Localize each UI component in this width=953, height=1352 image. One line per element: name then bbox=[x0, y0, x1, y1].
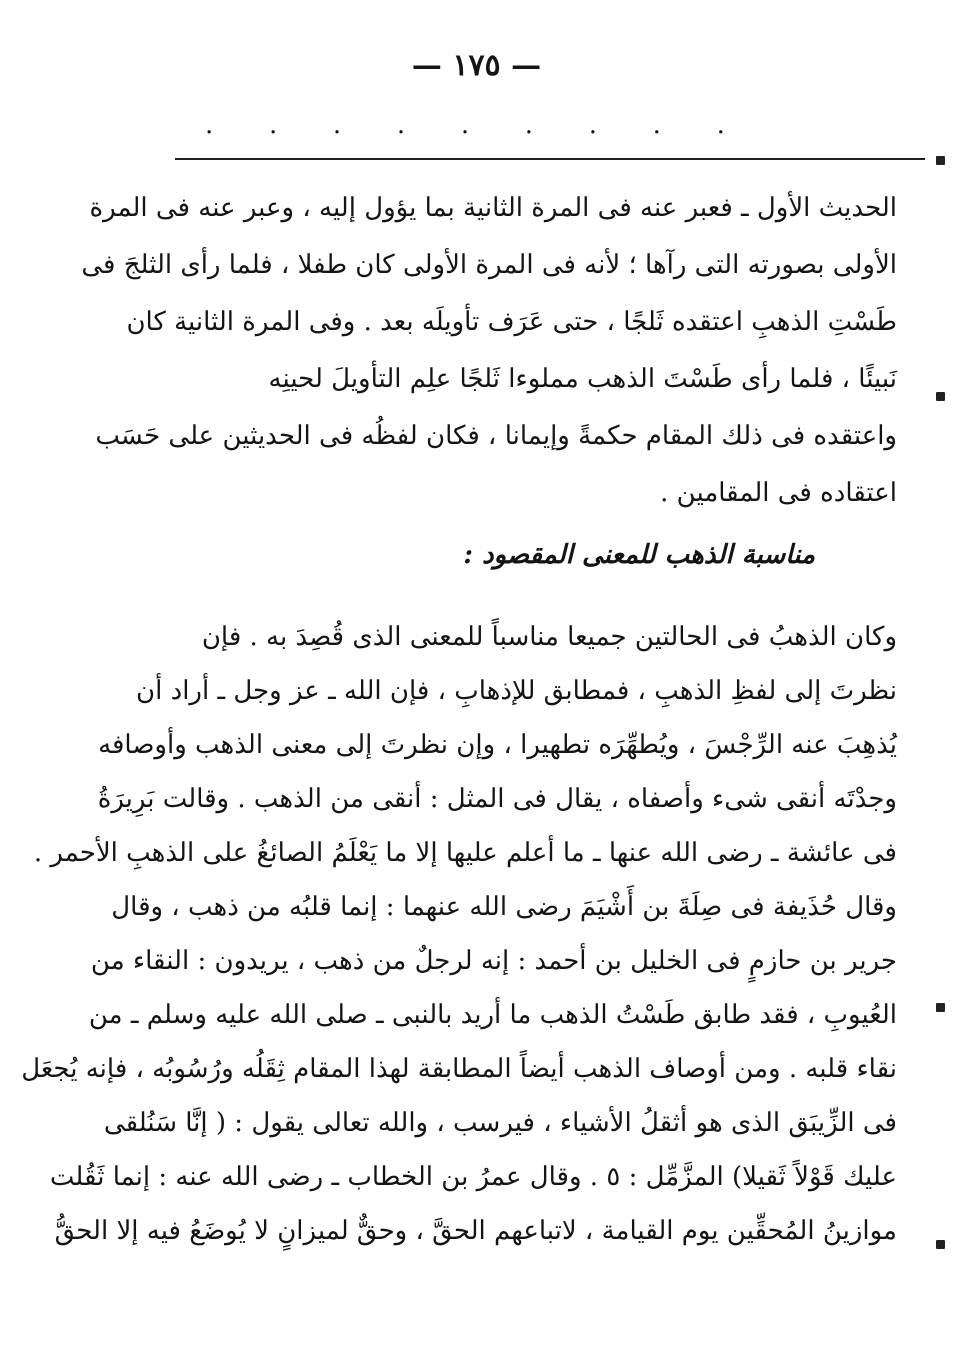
ornament-dots bbox=[205, 112, 725, 138]
text-line: نظرتَ إلى لفظِ الذهبِ ، فمطابق للإذهابِ ، فإن الله ـ عز وجل ـ أراد أن bbox=[136, 676, 897, 706]
header-rule bbox=[175, 158, 925, 160]
ornament-dot: . bbox=[716, 110, 725, 140]
text-line: موازينُ المُحقِّين يوم القيامة ، لاتباعهم الحقَّ ، وحقٌّ لميزانٍ لا يُوضَعُ فيه إلا الحقُّ bbox=[54, 1216, 897, 1246]
text-line: الأولى بصورته التى رآها ؛ لأنه فى المرة الأولى كان طفلا ، فلما رأى الثلجَ فى bbox=[81, 250, 897, 280]
text-line: واعتقده فى ذلك المقام حكمةً وإيمانا ، فكان لفظُه فى الحديثين على حَسَب bbox=[95, 421, 897, 451]
text-line: نقاء قلبه . ومن أوصاف الذهب أيضاً المطابقة لهذا المقام ثِقَلُه ورُسُوبُه ، فإنه يُجعَل bbox=[21, 1054, 897, 1084]
text-line: نَبيئًا ، فلما رأى طَسْتَ الذهب مملوءا ثَلجًا علِم التأويلَ لحينِه bbox=[268, 364, 897, 394]
ornament-dot: . bbox=[460, 110, 470, 140]
section-heading: مناسبة الذهب للمعنى المقصود : bbox=[463, 540, 815, 570]
margin-mark bbox=[936, 1240, 945, 1249]
text-line: يُذهِبَ عنه الرِّجْسَ ، ويُطهِّرَه تطهيرا ، وإن نظرتَ إلى معنى الذهب وأوصافه bbox=[98, 730, 897, 760]
text-line: وكان الذهبُ فى الحالتين جميعا مناسباً للمعنى الذى قُصِدَ به . فإن bbox=[201, 622, 897, 652]
text-line: جرير بن حازمٍ فى الخليل بن أحمد : إنه لرجلٌ من ذهب ، يريدون : النقاء من bbox=[90, 946, 897, 976]
ornament-dot: . bbox=[268, 110, 278, 140]
margin-mark bbox=[936, 1003, 945, 1012]
ornament-dot: . bbox=[652, 110, 661, 140]
text-line: فى عائشة ـ رضى الله عنها ـ ما أعلم عليها إلا ما يَعْلَمُ الصائغُ على الذهبِ الأحمر . bbox=[33, 838, 897, 868]
text-line: وجدْتَه أنقى شىء وأصفاه ، يقال فى المثل : أنقى من الذهب . وقالت بَرِيرَةُ bbox=[97, 784, 897, 814]
text-line: وقال حُذَيفة فى صِلَةَ بن أَشْيَمَ رضى الله عنهما : إنما قلبُه من ذهب ، وقال bbox=[111, 892, 897, 922]
text-line: اعتقاده فى المقامين . bbox=[660, 478, 897, 508]
text-line: عليك قَوْلاً ثَقيلا) المزَّمِّل : ٥ . وقال عمرُ بن الخطاب ـ رضى الله عنه : إنما ثَقُلت bbox=[49, 1162, 897, 1192]
ornament-dot: . bbox=[524, 110, 534, 140]
margin-mark bbox=[936, 156, 945, 165]
ornament-dot: . bbox=[588, 110, 597, 140]
ornament-dot: . bbox=[396, 110, 406, 140]
margin-mark bbox=[936, 392, 945, 401]
page-number: — ١٧٥ — bbox=[411, 48, 542, 83]
text-line: العُيوبِ ، فقد طابق طَسْتُ الذهب ما أريد بالنبى ـ صلى الله عليه وسلم ـ من bbox=[88, 1000, 897, 1030]
ornament-dot: . bbox=[332, 110, 342, 140]
text-line: فى الزِّيبَق الذى هو أثقلُ الأشياء ، فيرسب ، والله تعالى يقول : ( إنَّا سَنُلقى bbox=[103, 1108, 897, 1138]
text-line: الحديث الأول ـ فعبر عنه فى المرة الثانية بما يؤول إليه ، وعبر عنه فى المرة bbox=[89, 193, 897, 223]
text-line: طَسْتِ الذهبِ اعتقده ثَلجًا ، حتى عَرَف تأويلَه بعد . وفى المرة الثانية كان bbox=[126, 307, 897, 337]
ornament-dot: . bbox=[205, 110, 214, 140]
paragraph-2 bbox=[21, 610, 897, 1258]
paragraph-1 bbox=[81, 180, 897, 522]
